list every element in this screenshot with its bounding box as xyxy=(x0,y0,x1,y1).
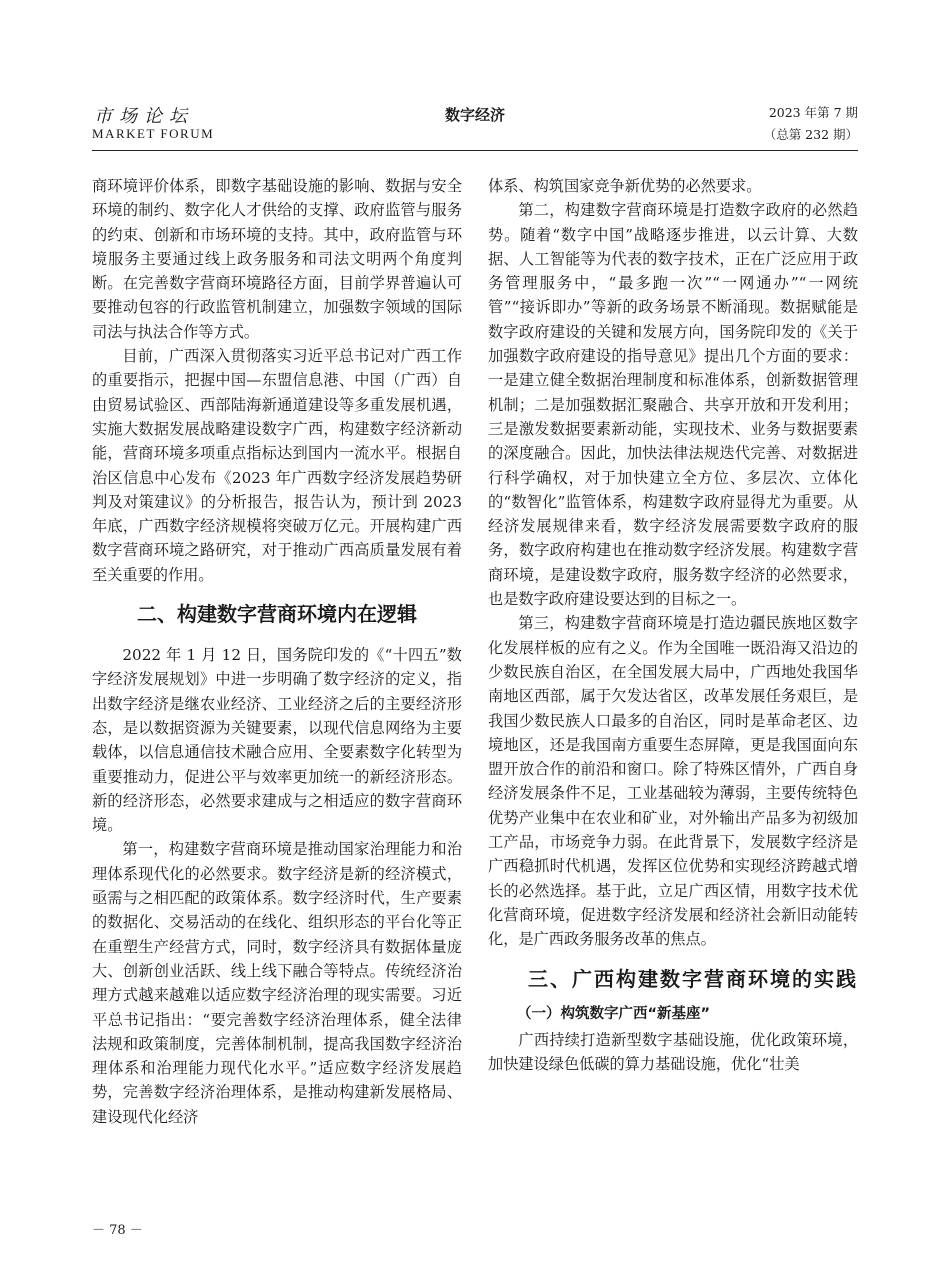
issue-number: 2023 年第 7 期 xyxy=(768,105,858,120)
section-title: 数字经济 xyxy=(444,106,505,124)
paragraph: 2022 年 1 月 12 日，国务院印发的《“十四五”数字经济发展规划》中进一步明确了数字经济的定义，指出数字经济是继农业经济、工业经济之后的主要经济形态，是以数据资源为关键要素，以现代信息网络为主要载体，以信息通信技术融合应用、全要素数字化转型为重要推动力，促进公平与效率更加统一的新经济形态。新的经济形态，必然要求建成与之相适应的数字营商环境。 xyxy=(92,646,462,835)
journal-logo-english: MARKET FORUM xyxy=(92,126,215,141)
paragraph: 广西持续打造新型数字基础设施，优化政策环境，加快建设绿色低碳的算力基础设施，优化“壮美 xyxy=(488,1030,858,1073)
subsection-heading: （一）构筑数字广西“新基座” xyxy=(517,1005,711,1022)
journal-logo-chinese: 市场论坛 xyxy=(94,106,194,127)
paragraph: 第三，构建数字营商环境是打造边疆民族地区数字化发展样板的应有之义。作为全国唯一既沿海又沿边的少数民族自治区，在全国发展大局中，广西地处我国华南地区西部，属于欠发达省区，改革发展任务艰巨，是我国少数民族人口最多的自治区，同时是革命老区、边境地区，还是我国南方重要生态屏障，更是我国面向东盟开放合作的前沿和窗口。除了特殊区情外，广西自身经济发展条件不足，工业基础较为薄弱，主要传统特色优势产业集中在农业和矿业，对外输出产品多为初级加工产品，市场竞争力弱。在此背景下，发展数字经济是广西稳抓时代机遇，发挥区位优势和实现经济跨越式增长的必然选择。基于此，立足广西区情，用数字技术优化营商环境，促进数字经济发展和经济社会新旧动能转化，是广西政务服务改革的焦点。 xyxy=(488,614,858,949)
header-rule xyxy=(92,150,858,151)
issue-info xyxy=(764,102,858,146)
left-column xyxy=(92,174,462,1129)
paragraph: 第二，构建数字营商环境是打造数字政府的必然趋势。随着“数字中国”战略逐步推进，以云计算、大数据、人工智能等为代表的数字技术，正在广泛应用于政务管理服务中，“最多跑一次”“一网通办”“一网统管”“接诉即办”等新的政务场景不断涌现。数据赋能是数字政府建设的关键和发展方向，国务院印发的《关于加强数字政府建设的指导意见》提出几个方面的要求：一是建立健全数据治理制度和标准体系，创新数据管理机制；二是加强数据汇聚融合、共享开放和开发利用；三是激发数据要素新动能，实现技术、业务与数据要素的深度融合。因此，加快法律法规迭代完善、对数据进行科学确权，对于加快建立全方位、多层次、立体化的“数智化”监管体系，构建数字政府显得尤为重要。从经济发展规律来看，数字经济发展需要数字政府的服务，数字政府构建也在推动数字经济发展。构建数字营商环境，是建设数字政府，服务数字经济的必然要求，也是数字政府建设要达到的目标之一。 xyxy=(488,201,858,609)
page-number: － 78 － xyxy=(92,1223,143,1238)
section-heading-2: 二、构建数字营商环境内在逻辑 xyxy=(137,602,417,627)
page-header xyxy=(92,98,858,148)
paragraph: 第一，构建数字营商环境是推动国家治理能力和治理体系现代化的必然要求。数字经济是新的经济模式，亟需与之相匹配的政策体系。数字经济时代，生产要素的数据化、交易活动的在线化、组织形态的平台化等正在重塑生产经营方式，同时，数字经济具有数据体量庞大、创新创业活跃、线上线下融合等特点。传统经济治理方式越来越难以适应数字经济治理的现实需要。习近平总书记指出：“要完善数字经济治理体系，健全法律法规和政策制度，完善体制机制，提高我国数字经济治理体系和治理能力现代化水平。”适应数字经济发展趋势，完善数字经济治理体系，是推动构建新发展格局、建设现代化经济 xyxy=(92,840,462,1126)
paragraph: 目前，广西深入贯彻落实习近平总书记对广西工作的重要指示，把握中国—东盟信息港、中国（广西）自由贸易试验区、西部陆海新通道建设等多重发展机遇，实施大数据发展战略建设数字广西，构建数字经济新动能，营商环境多项重点指标达到国内一流水平。根据自治区信息中心发布《2023 年广西数字经济发展趋势研判及对策建议》的分析报告，报告认为，预计到 2023 年底，广西数字经济规模将突破万亿元。开展构建广西数字营商环境之路研究，对于推动广西高质量发展有着至关重要的作用。 xyxy=(92,347,462,584)
right-column xyxy=(488,174,858,1076)
section-heading-3: 三、广西构建数字营商环境的实践 xyxy=(528,966,858,991)
paragraph: 体系、构筑国家竞争新优势的必然要求。 xyxy=(488,177,762,195)
paragraph: 商环境评价体系，即数字基础设施的影响、数据与安全环境的制约、数字化人才供给的支撑、政府监管与服务的约束、创新和市场环境的支持。其中，政府监管与环境服务主要通过线上政务服务和司法文明两个角度判断。在完善数字营商环境路径方面，目前学界普遍认可要推动包容的行政监管机制建立，加强数字领域的国际司法与执法合作等方式。 xyxy=(92,177,462,341)
issue-total: （总第 232 期） xyxy=(763,127,858,142)
